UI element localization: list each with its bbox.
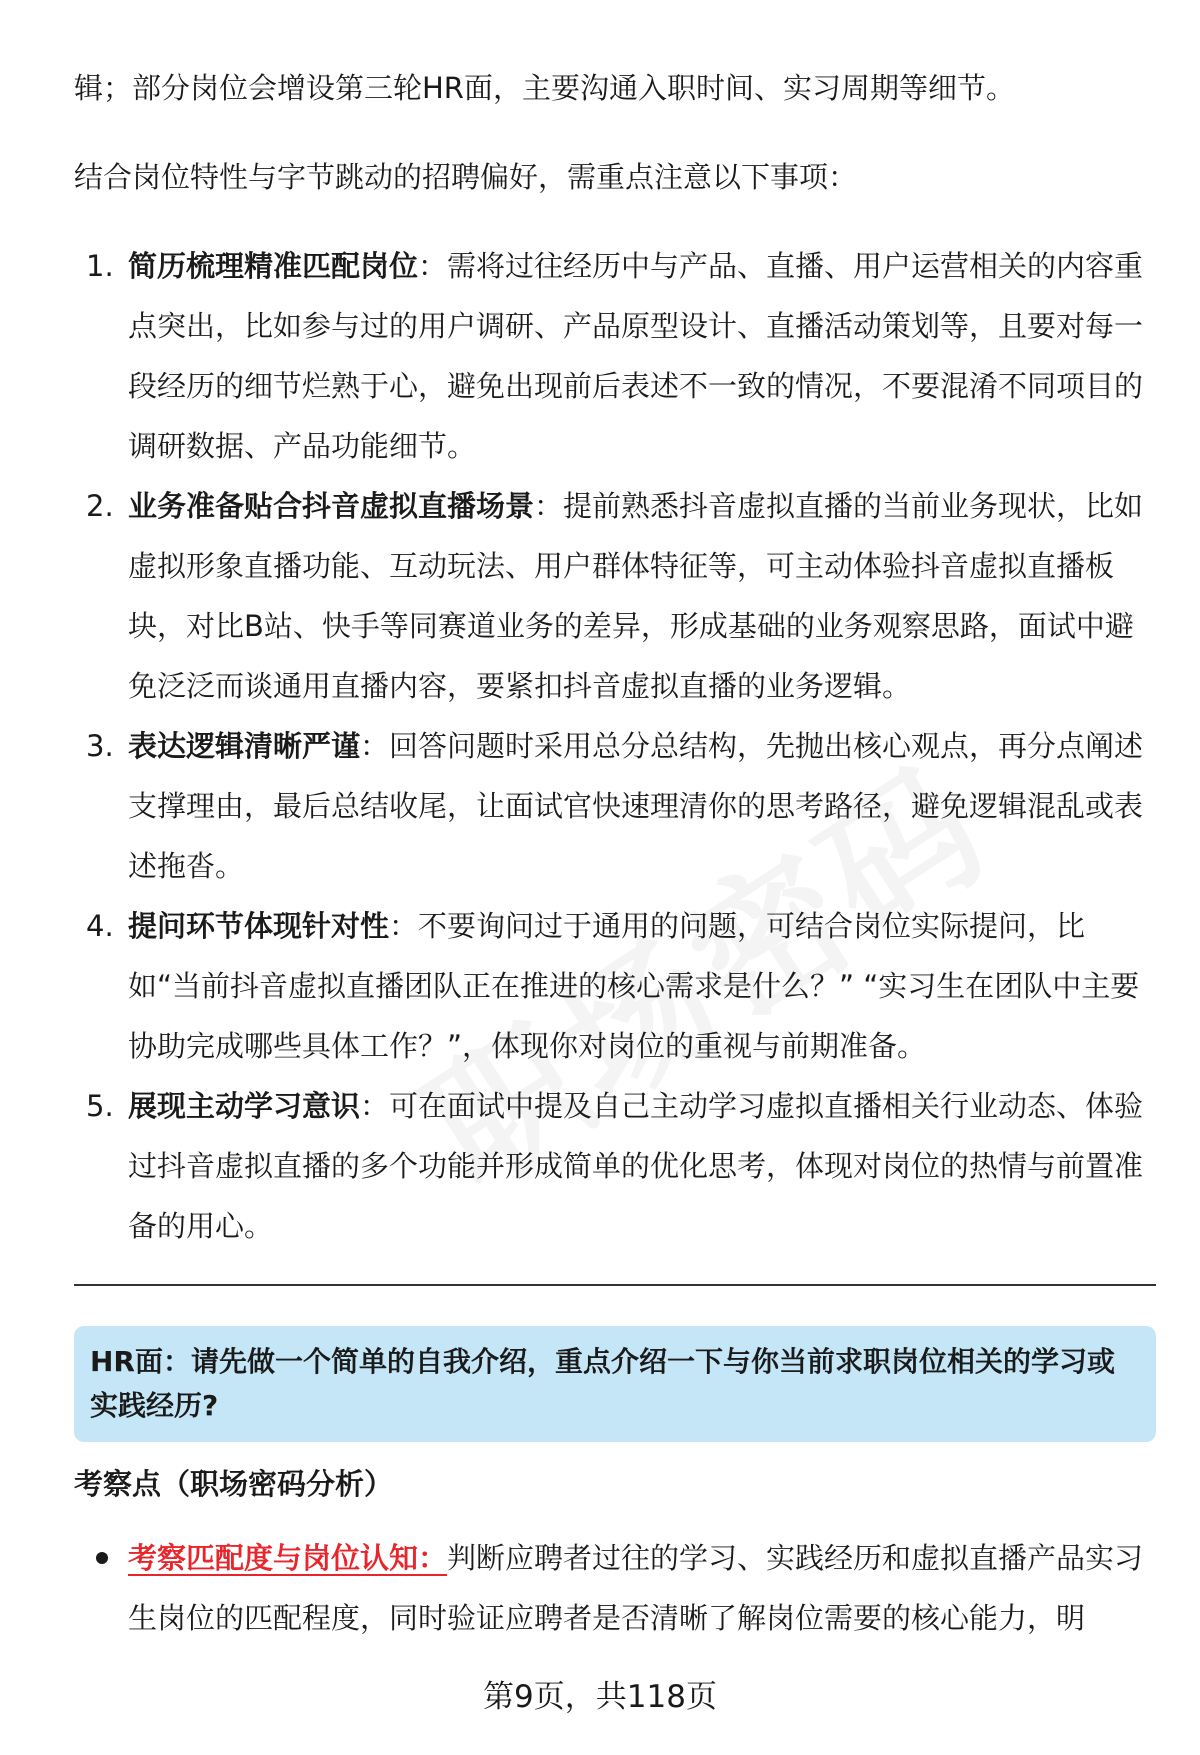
document-page [74, 58, 1156, 1648]
list-item-title: 提问环节体现针对性 [128, 909, 390, 943]
list-item [74, 236, 1156, 476]
page-number: 第9页，共118页 [483, 1679, 717, 1715]
bullet-icon [96, 1552, 108, 1564]
list-item-title: 表达逻辑清晰严谨 [128, 729, 361, 763]
list-item [74, 1076, 1156, 1256]
list-number: 5. [86, 1089, 114, 1123]
list-item-body: ：提前熟悉抖音虚拟直播的当前业务现状，比如虚拟形象直播功能、互动玩法、用户群体特征等，可主动体验抖音虚拟直播板块，对比B站、快手等同赛道业务的差异，形成基础的业务观察思路，面试中避免泛泛而谈通用直播内容，要紧扣抖音虚拟直播的业务逻辑。 [128, 489, 1144, 703]
list-item-body: ：可在面试中提及自己主动学习虚拟直播相关行业动态、体验过抖音虚拟直播的多个功能并形成简单的优化思考，体现对岗位的热情与前置准备的用心。 [128, 1089, 1144, 1243]
intro-paragraph-2: 结合岗位特性与字节跳动的招聘偏好，需重点注意以下事项： [74, 160, 858, 194]
points-list [74, 1528, 1156, 1648]
section-divider [74, 1284, 1156, 1286]
list-item-body: ：回答问题时采用总分总结构，先抛出核心观点，再分点阐述支撑理由，最后总结收尾，让面试官快速理清你的思考路径，避免逻辑混乱或表述拖沓。 [128, 729, 1144, 883]
intro-paragraph-1: 辑；部分岗位会增设第三轮HR面，主要沟通入职时间、实习周期等细节。 [74, 71, 1015, 105]
section-title: 考察点（职场密码分析） [74, 1467, 394, 1501]
list-item [74, 1528, 1156, 1648]
list-item [74, 716, 1156, 896]
list-item-title: 展现主动学习意识 [128, 1089, 361, 1123]
tips-list [74, 236, 1156, 1256]
list-number: 2. [86, 489, 114, 523]
list-item-body: ：需将过往经历中与产品、直播、用户运营相关的内容重点突出，比如参与过的用户调研、产品原型设计、直播活动策划等，且要对每一段经历的细节烂熟于心，避免出现前后表述不一致的情况，不要混淆不同项目的调研数据、产品功能细节。 [128, 249, 1144, 463]
list-number: 3. [86, 729, 114, 763]
list-item [74, 896, 1156, 1076]
list-item [74, 476, 1156, 716]
list-item-body: ：不要询问过于通用的问题，可结合岗位实际提问，比如“当前抖音虚拟直播团队正在推进的核心需求是什么？” “实习生在团队中主要协助完成哪些具体工作？”，体现你对岗位的重视与前期准备。 [128, 909, 1140, 1063]
list-item-title: 业务准备贴合抖音虚拟直播场景 [128, 489, 535, 523]
question-box [74, 1326, 1156, 1442]
list-item-title: 简历梳理精准匹配岗位 [128, 249, 419, 283]
question-text: HR面：请先做一个简单的自我介绍，重点介绍一下与你当前求职岗位相关的学习或实践经历? [90, 1345, 1115, 1422]
list-number: 4. [86, 909, 114, 943]
list-number: 1. [86, 249, 114, 283]
point-body: 判断应聘者过往的学习、实践经历和虚拟直播产品实习生岗位的匹配程度，同时验证应聘者是否清晰了解岗位需要的核心能力，明 [128, 1541, 1144, 1635]
point-label: 考察匹配度与岗位认知： [128, 1541, 448, 1575]
